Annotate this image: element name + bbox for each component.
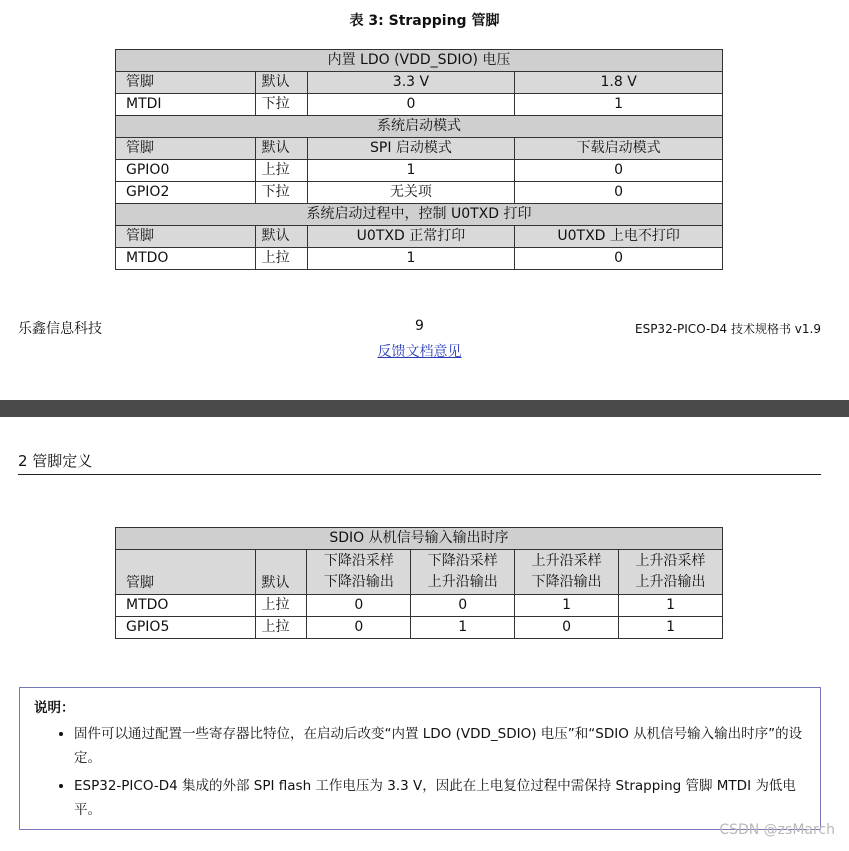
table-cell: 上拉	[255, 617, 307, 639]
table-cell: 1	[619, 617, 723, 639]
footer-company: 乐鑫信息科技	[18, 321, 102, 337]
table-cell: 上拉	[255, 248, 307, 270]
section-row	[116, 116, 723, 138]
table-cell: 下拉	[255, 94, 307, 116]
section-row	[116, 204, 723, 226]
header-cell: 1.8 V	[515, 72, 723, 94]
footer-doc-title: ESP32-PICO-D4 技术规格书 v1.9	[635, 322, 821, 336]
table-cell: 上拉	[255, 595, 307, 617]
strapping-table	[115, 49, 723, 270]
table-cell: 1	[619, 595, 723, 617]
table-cell: 上拉	[255, 160, 307, 182]
table-row	[116, 182, 723, 204]
table-cell: 0	[307, 595, 411, 617]
header-cell	[515, 550, 619, 595]
header-line: 下降沿采样	[427, 553, 498, 569]
section-row	[116, 528, 723, 550]
header-row	[116, 226, 723, 248]
table-cell: 0	[515, 182, 723, 204]
table-row	[116, 248, 723, 270]
table-row	[116, 94, 723, 116]
header-cell: 管脚	[116, 138, 256, 160]
table-caption: 表 3: Strapping 管脚	[349, 13, 500, 29]
table-cell: 0	[515, 248, 723, 270]
table-cell: 0	[307, 94, 515, 116]
table-cell: 0	[411, 595, 515, 617]
section-title: SDIO 从机信号输入输出时序	[116, 528, 723, 550]
feedback-link[interactable]: 反馈文档意见	[377, 344, 462, 360]
table-cell: MTDO	[116, 595, 256, 617]
table-cell: 1	[307, 248, 515, 270]
table-cell: 1	[515, 595, 619, 617]
section-row	[116, 50, 723, 72]
table-row	[116, 617, 723, 639]
note-item: • 固件可以通过配置一些寄存器比特位，在启动后改变“内置 LDO (VDD_SDIO) 电压”和“SDIO 从机信号输入输出时序”的设定。	[74, 722, 806, 770]
header-row	[116, 72, 723, 94]
table-cell: MTDI	[116, 94, 256, 116]
header-cell: 默认	[255, 138, 307, 160]
header-cell: 默认	[255, 226, 307, 248]
table-row	[116, 160, 723, 182]
section-title: 系统启动过程中，控制 U0TXD 打印	[116, 204, 723, 226]
table-cell: 下拉	[255, 182, 307, 204]
table-cell: 0	[515, 617, 619, 639]
watermark: CSDN @zsMarch	[719, 822, 835, 838]
header-row	[116, 550, 723, 595]
note-box	[19, 687, 821, 830]
header-cell: 管脚	[116, 72, 256, 94]
header-cell	[307, 550, 411, 595]
header-cell: U0TXD 正常打印	[307, 226, 515, 248]
table-cell: 1	[411, 617, 515, 639]
header-cell: 下载启动模式	[515, 138, 723, 160]
table-cell: 1	[307, 160, 515, 182]
table-cell: 0	[307, 617, 411, 639]
table-cell: 1	[515, 94, 723, 116]
header-cell	[619, 550, 723, 595]
section-title: 内置 LDO (VDD_SDIO) 电压	[116, 50, 723, 72]
sdio-timing-table	[115, 527, 723, 639]
table-cell: 无关项	[307, 182, 515, 204]
header-cell: SPI 启动模式	[307, 138, 515, 160]
header-cell: 管脚	[116, 550, 256, 595]
header-line: 下降沿采样	[323, 553, 394, 569]
note-title: 说明：	[34, 700, 75, 716]
header-line: 下降沿输出	[323, 574, 394, 590]
header-row	[116, 138, 723, 160]
header-line: 上升沿采样	[531, 553, 602, 569]
table-cell: MTDO	[116, 248, 256, 270]
table-cell: GPIO5	[116, 617, 256, 639]
header-cell	[411, 550, 515, 595]
page-divider	[0, 400, 849, 417]
section-title: 系统启动模式	[116, 116, 723, 138]
table-cell: GPIO2	[116, 182, 256, 204]
header-line: 上升沿采样	[635, 553, 706, 569]
header-cell: 默认	[255, 550, 307, 595]
header-cell: 默认	[255, 72, 307, 94]
table-cell: 0	[515, 160, 723, 182]
table-row	[116, 595, 723, 617]
note-item: • ESP32-PICO-D4 集成的外部 SPI flash 工作电压为 3.3 V，因此在上电复位过程中需保持 Strapping 管脚 MTDI 为低电平。	[74, 774, 806, 822]
page-number: 9	[415, 318, 424, 334]
header-cell: U0TXD 上电不打印	[515, 226, 723, 248]
header-line: 下降沿输出	[531, 574, 602, 590]
table-cell: GPIO0	[116, 160, 256, 182]
header-cell: 管脚	[116, 226, 256, 248]
header-line: 上升沿输出	[427, 574, 498, 590]
header-line: 上升沿输出	[635, 574, 706, 590]
section-heading: 2 管脚定义	[18, 450, 821, 475]
header-cell: 3.3 V	[307, 72, 515, 94]
note-list	[34, 722, 806, 822]
